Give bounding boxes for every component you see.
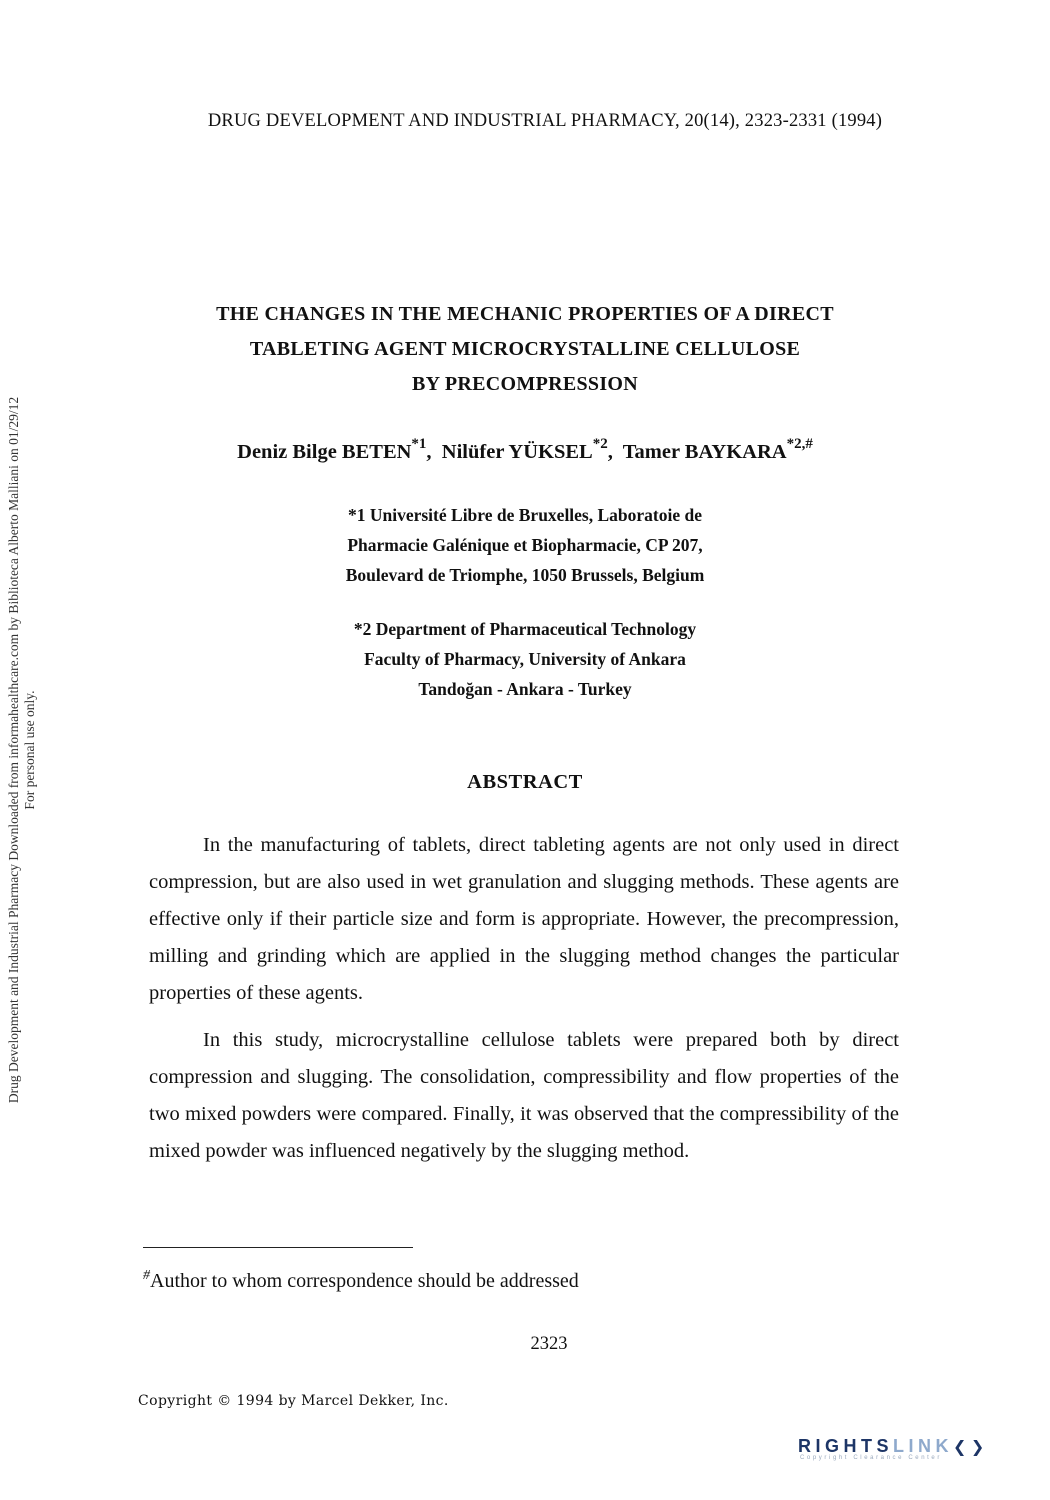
footnote-text: Author to whom correspondence should be addressed (150, 1270, 579, 1292)
footnote (143, 1268, 579, 1293)
author-name: Nilüfer YÜKSEL (441, 441, 593, 463)
copyright-notice: Copyright © 1994 by Marcel Dekker, Inc. (138, 1393, 449, 1409)
affiliation-line: *1 Université Libre de Bruxelles, Laboratoie de (347, 505, 703, 525)
affiliation-2 (0, 614, 1050, 704)
title-line-1: THE CHANGES IN THE MECHANIC PROPERTIES OF A DIRECT (216, 303, 834, 325)
author-separator: , (607, 441, 623, 463)
author-affiliation-mark: *2 (592, 436, 608, 452)
author-affiliation-mark: *2,# (786, 436, 813, 452)
affiliation-line: Faculty of Pharmacy, University of Ankara (364, 649, 686, 669)
affiliation-line: Tandoğan - Ankara - Turkey (418, 679, 632, 699)
paragraph-text: In this study, microcrystalline cellulose tablets were prepared both by direct compression and slugging. The consolidation, compressibility and flow properties of the two mixed powders were compared. Finally, it was observed that the compressibility of the mixed powder was influenced negatively by the slugging method. (149, 1029, 899, 1162)
author-name: Deniz Bilge BETEN (237, 441, 412, 463)
article-title (0, 297, 1050, 402)
logo-text-link: LINK (893, 1436, 954, 1456)
journal-header: DRUG DEVELOPMENT AND INDUSTRIAL PHARMACY, 20(14), 2323-2331 (1994) (207, 111, 883, 131)
footnote-divider (143, 1247, 413, 1248)
affiliation-line: Pharmacie Galénique et Biopharmacie, CP 207, (347, 535, 703, 555)
author-list (0, 436, 1050, 464)
footnote-mark: # (143, 1268, 150, 1283)
author-separator: , (426, 441, 442, 463)
paragraph-text: In the manufacturing of tablets, direct tableting agents are not only used in direct compression, but are also used in wet granulation and slugging methods. These agents are effective only if their particle size and form is appropriate. However, the precompression, milling and grinding which are applied in the slugging method changes the particular properties of these agents. (149, 834, 899, 1004)
download-watermark-line-1: Drug Development and Industrial Pharmacy Downloaded from informahealthcare.com by Biblioteca Alberto Malliani on 01/29/12 (6, 396, 21, 1104)
affiliation-line: Boulevard de Triomphe, 1050 Brussels, Belgium (345, 565, 705, 585)
abstract-heading: ABSTRACT (467, 771, 583, 793)
rightslink-logo[interactable] (798, 1436, 1034, 1472)
author-name: Tamer BAYKARA (622, 441, 787, 463)
logo-subtitle: Copyright Clearance Center (800, 1455, 942, 1461)
abstract-paragraph-1 (149, 827, 899, 1012)
page-number: 2323 (530, 1334, 568, 1354)
download-watermark-line-2: For personal use only. (22, 690, 37, 810)
title-line-3: BY PRECOMPRESSION (411, 373, 639, 395)
author-affiliation-mark: *1 (411, 436, 427, 452)
abstract-paragraph-2 (149, 1022, 899, 1170)
affiliation-1 (0, 500, 1050, 590)
affiliation-line: *2 Department of Pharmaceutical Technology (353, 619, 697, 639)
logo-arrows-icon: ❮❯ (953, 1439, 989, 1456)
logo-text-rights: RIGHTS (798, 1436, 894, 1456)
title-line-2: TABLETING AGENT MICROCRYSTALLINE CELLULOSE (249, 338, 801, 360)
